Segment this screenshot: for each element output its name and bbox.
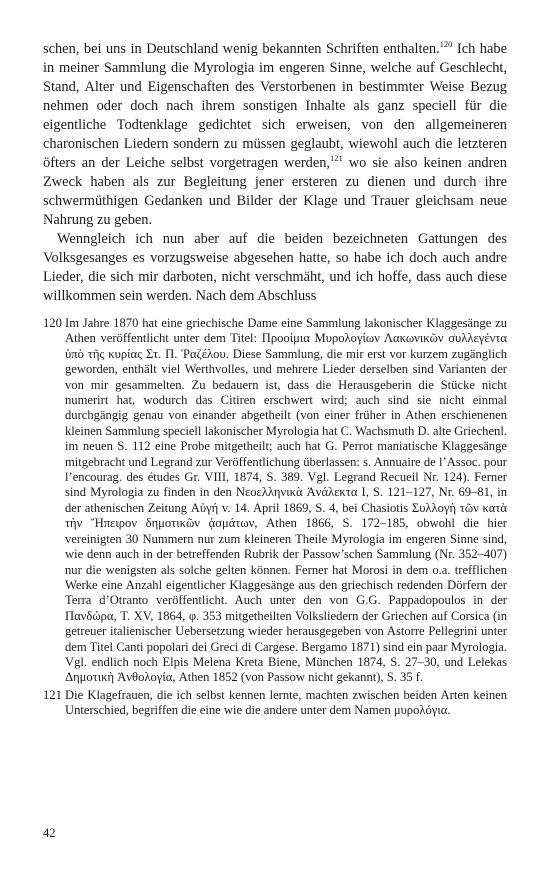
paragraph-1-part-b: Ich habe in meiner Sammlung die Myrologia im engeren Sinne, welche auf Geschlecht, Stand, Alter und Eigenschaften des Verstorbenen in bestimmter Weise Bezug nehmen oder doch nach ihrem sonstigen Inhalte als ganz speciell für die eigentliche Todtenklage gedichtet sich erweisen, von den allgemeineren charonischen Liedern sondern zu müssen geglaubt, wiewohl auch die letzteren öfters an der Leiche selbst vorgetragen werden, [43, 41, 507, 171]
footnote-number: 121 [43, 687, 62, 702]
footnote-ref-120[interactable]: 120 [439, 39, 453, 49]
footnote-text: Die Klagefrauen, die ich selbst kennen lernte, machten zwischen beiden Arten keinen Unterschied, begriffen die eine wie die andere unter dem Namen μυρολόγια. [65, 687, 507, 718]
paragraph-1-part-a: schen, bei uns in Deutschland wenig bekannten Schriften enthalten. [43, 41, 440, 57]
footnote-text: Im Jahre 1870 hat eine griechische Dame eine Sammlung lakonischer Klaggesänge zu Athen veröffentlicht unter dem Titel: Προοίμια Μυρολογίων Λακωνικῶν συλλεγέντα ὑπὸ τῆς κυρίας Στ. Π. Ῥαζέλου. Diese Sammlung, die mir erst vor kurzem zugänglich geworden, enthält viel Werthvolles, und mehrere Lieder derselben sind Varianten der von mir gesammelten. Zu bedauern ist, dass die Herausgeberin die Stücke nicht numerirt hat, wodurch das Citiren erschwert wird; auch sind sie nicht einmal durchgängig genau von einander abgetheilt (von einer früher in Athen erschienenen kleinen Sammlung speciell lakonischer Myrologia hat C. Wachsmuth D. alte Griechenl. im neuen S. 112 eine Probe mitgetheilt; auch hat G. Perrot maniatische Klaggesänge mitgebracht und Legrand zur Veröffentlichung überlassen: s. Annuaire de l’Assoc. pour l’encourag. des études Gr. VIII, 1874, S. 389. Vgl. Legrand Recueil Nr. 124). Ferner sind Myrologia zu finden in den Νεοελληνικὰ Ἀνάλεκτα I, S. 121–127, Nr. 69–81, in der athenischen Zeitung Αὐγή v. 14. April 1869, S. 4, bei Chasiotis Συλλογὴ τῶν κατὰ τὴν Ἤπειρον δημοτικῶν ᾀσμάτων, Athen 1866, S. 172–185, obwohl die hier vereinigten 30 Nummern nur zum kleineren Theile Myrologia im engeren Sinne sind, wie denn auch in der betreffenden Rubrik der Passow’schen Sammlung (Nr. 352–407) nur die wenigsten als solche gelten können. Ferner hat Morosi in dem o.a. trefflichen Werke eine Anzahl eigentlicher Klaggesänge aus den griechisch redenden Dörfern der Terra d’Otranto veröffentlicht. Auch unter den von G.G. Pappadopoulos in der Πανδώρα, T. XV, 1864, φ. 353 mitgetheilten Volksliedern der Griechen auf Corsica (in getreuer italienischer Uebersetzung wieder herausgegeben von Astorre Pellegrini unter dem Titel Canti popolari dei Greci di Cargese. Bergamo 1871) sind ein paar Myrologia. Vgl. endlich noch Elpis Melena Kreta Biene, München 1874, S. 27–30, und Lelekas Δημοτικὴ Ἀνθολογία, Athen 1852 (von Passow nicht gekannt), S. 35 f. [65, 316, 507, 685]
paragraph-1-part-c: wo sie also keinen andren Zweck haben als zur Begleitung jener ersteren zu dienen und durch ihre schwermüthigen Gedanken und Bilder der Klage und Trauer gleichsam neue Nahrung zu geben. [43, 155, 507, 228]
page-body [43, 40, 507, 721]
footnote-120 [43, 316, 507, 686]
page-number: 42 [43, 826, 56, 840]
paragraph-2: Wenngleich ich nun aber auf die beiden bezeichneten Gattungen des Volksgesanges es vorzugsweise abgesehen hatte, so habe ich doch auch andre Lieder, die sich mir darboten, nicht verschmäht, und ich hoffe, dass auch diese willkommen sein werden. Nach dem Abschluss [43, 231, 507, 304]
paragraph-1 [43, 40, 507, 230]
footnotes [43, 316, 507, 719]
footnote-121 [43, 688, 507, 719]
footnote-number: 120 [43, 316, 62, 330]
main-text [43, 40, 507, 306]
footnote-ref-121[interactable]: 121 [330, 153, 343, 163]
